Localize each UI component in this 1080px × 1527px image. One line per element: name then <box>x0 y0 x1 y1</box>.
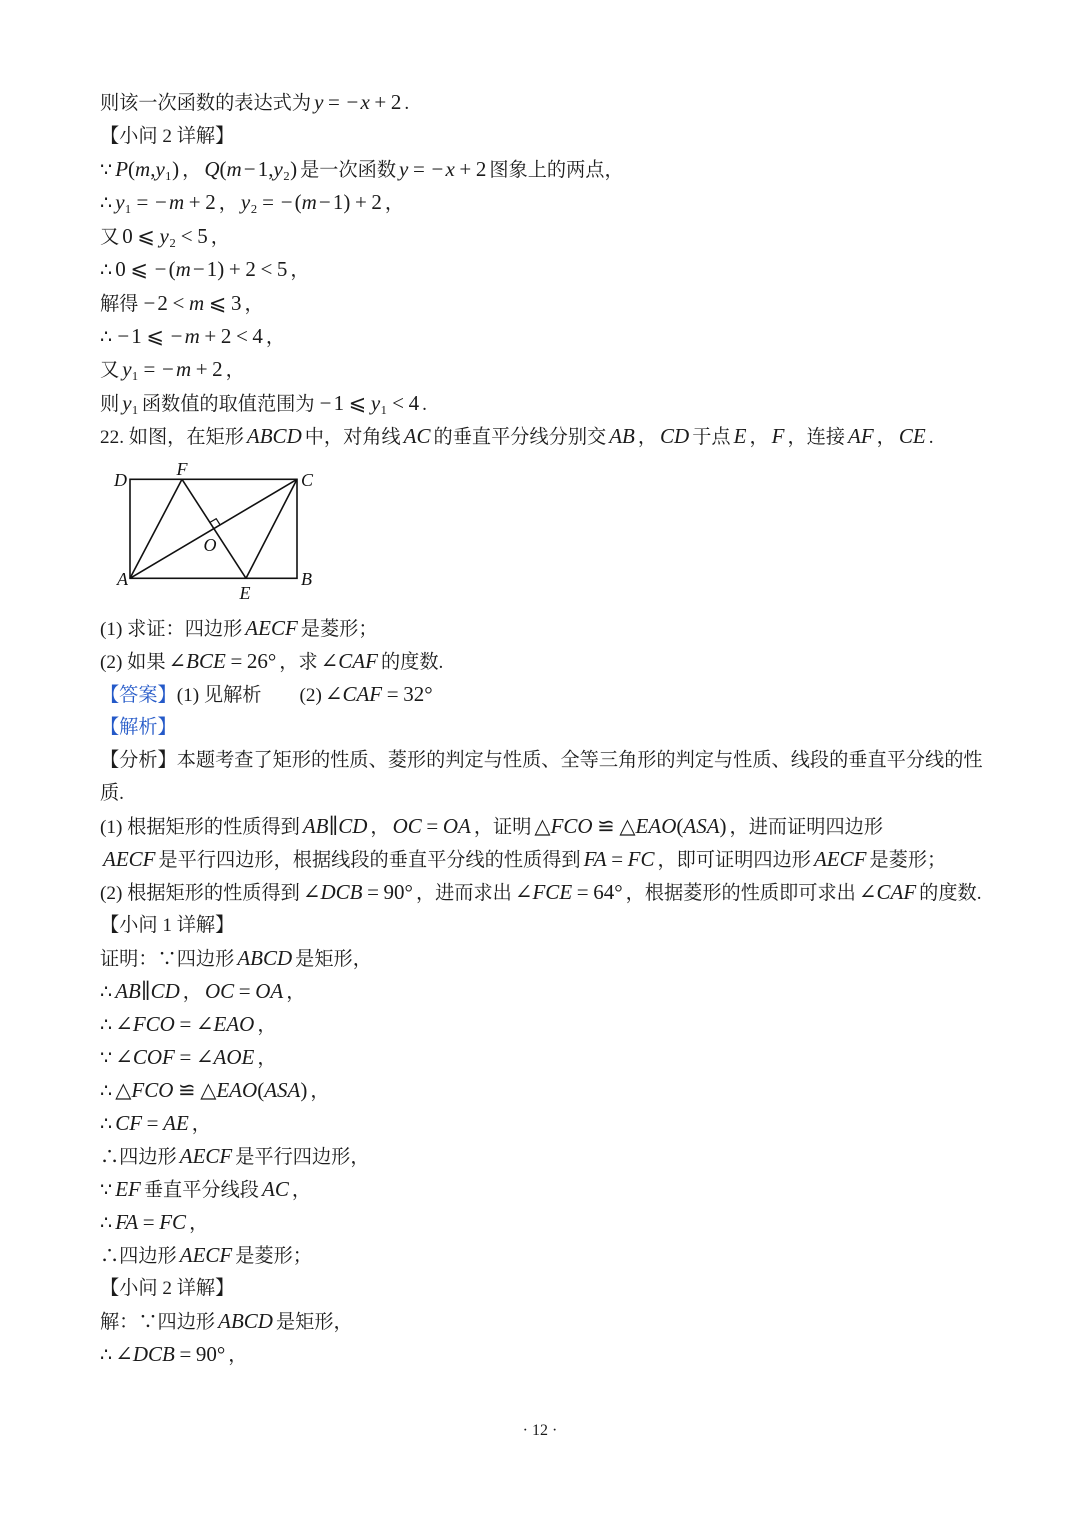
math-variable: y <box>370 390 381 415</box>
math-variable: CD <box>660 424 690 449</box>
math-variable: DCB <box>320 879 363 904</box>
text-line <box>100 1206 983 1239</box>
math-expression: ∠DCB = 90° <box>302 879 413 904</box>
text-run: ∴ <box>100 1344 113 1366</box>
math-expression <box>899 424 926 448</box>
math-expression <box>772 424 785 448</box>
math-expression: y₁ = −m + 2 <box>122 357 223 382</box>
text-run: ， <box>265 327 286 349</box>
math-operator: − <box>318 190 331 215</box>
math-variable: AECF <box>245 615 298 640</box>
text-line <box>100 678 983 711</box>
text-run: ∴ <box>100 1212 113 1234</box>
text-run: ， <box>257 1014 277 1036</box>
text-run: ∴ <box>100 981 113 1003</box>
math-operator: = <box>386 681 399 706</box>
math-variable: CF <box>115 1110 143 1135</box>
math-variable: y <box>122 390 132 415</box>
math-variable: x <box>360 90 370 115</box>
math-expression: −1 ⩽ y₁ < 4 <box>319 390 420 415</box>
math-operator: = <box>230 648 243 673</box>
math-expression <box>115 1210 186 1234</box>
text-line <box>100 942 983 975</box>
text-run: . <box>422 393 427 415</box>
math-variable: AECF <box>813 846 867 871</box>
math-operator: − <box>346 90 359 115</box>
text-run: ，即可证明四边形 <box>657 849 811 871</box>
math-operator: < <box>392 390 404 415</box>
text-run: 是菱形； <box>300 618 378 640</box>
math-expression <box>848 424 874 448</box>
text-line <box>100 1140 983 1173</box>
math-variable: AC <box>403 424 431 449</box>
math-expression <box>584 847 655 871</box>
math-operator: − <box>117 324 130 349</box>
text-run: 是平行四边形，根据线段的垂直平分线的性质得到 <box>158 849 581 871</box>
math-expression: −1 ⩽ −m + 2 < 4 <box>117 324 263 349</box>
text-run: 又 <box>100 360 120 382</box>
math-variable: FA <box>115 1209 139 1234</box>
math-operator: = <box>179 1044 192 1069</box>
math-variable: FCO <box>131 1077 174 1102</box>
text-line <box>100 1338 983 1371</box>
math-operator: < <box>260 257 273 282</box>
math-expression <box>115 1111 189 1135</box>
math-expression: y₁ <box>122 390 139 415</box>
text-run: 中，对角线 <box>304 427 401 449</box>
math-variable: COF <box>132 1044 175 1069</box>
math-expression: △FCO ≌ △EAO(ASA) <box>115 1077 308 1102</box>
geometry-diagram <box>100 454 330 612</box>
math-expression: 0 ⩽ y₂ < 5 <box>122 223 208 248</box>
math-expression <box>237 946 292 970</box>
math-variable: ABCD <box>237 945 293 970</box>
text-run: ，进而证明四边形 <box>729 816 884 838</box>
math-expression: AB∥CD <box>302 813 368 838</box>
text-run: . <box>404 93 410 115</box>
math-variable: y <box>399 157 409 182</box>
math-variable: AF <box>848 424 874 449</box>
math-expression <box>205 979 283 1003</box>
text-run: 证明：∵四边形 <box>100 948 235 970</box>
math-expression: ∠FCE = 64° <box>514 879 623 904</box>
math-variable: FCO <box>132 1011 175 1036</box>
text-run: 图象上的两点， <box>489 160 624 182</box>
text-run: 则 <box>100 393 120 415</box>
math-variable: y <box>122 357 132 382</box>
math-variable: AOE <box>213 1044 255 1069</box>
math-variable: y <box>273 157 283 182</box>
text-run: ， <box>370 816 390 838</box>
text-run: ， <box>182 160 202 182</box>
text-run: 于点 <box>692 427 731 449</box>
text-line <box>100 1305 983 1338</box>
math-operator: = <box>262 190 274 215</box>
text-run: ∴ <box>100 1113 113 1135</box>
math-variable: m <box>175 357 192 382</box>
math-operator: + <box>374 90 387 115</box>
text-run: ， <box>257 1047 277 1069</box>
text-line <box>100 287 934 320</box>
text-run: 是平行四边形， <box>235 1146 370 1168</box>
text-line <box>100 387 934 420</box>
text-run: ，连接 <box>787 427 846 449</box>
math-operator: ⩽ <box>348 390 367 415</box>
math-variable: y <box>159 223 169 248</box>
math-expression: y = −x + 2 <box>399 157 487 182</box>
math-operator: = <box>238 978 251 1003</box>
math-variable: y <box>115 190 125 215</box>
math-operator: = <box>136 190 149 215</box>
math-operator: − <box>319 390 332 415</box>
math-variable: AB <box>609 424 635 449</box>
vertex-label-a: A <box>117 568 128 589</box>
math-operator: + <box>459 157 472 182</box>
math-expression <box>262 1177 289 1201</box>
math-expression <box>180 1144 233 1168</box>
math-operator: − <box>143 290 156 315</box>
math-expression <box>245 616 298 640</box>
math-variable: OA <box>442 813 471 838</box>
math-variable: CD <box>338 813 368 838</box>
math-variable: EAO <box>635 813 677 838</box>
math-variable: ASA <box>264 1077 301 1102</box>
text-run: 解得 <box>100 293 139 315</box>
math-expression: P(m,y₁) <box>115 157 180 182</box>
text-run: 质. <box>100 782 124 804</box>
page-number: · 12 · <box>522 1422 558 1439</box>
text-line <box>100 220 934 253</box>
math-operator: = <box>426 813 439 838</box>
text-run: 是一次函数 <box>300 160 397 182</box>
math-expression: ∠BCE = 26° <box>168 648 277 673</box>
text-run: ， <box>290 260 310 282</box>
text-line <box>100 1008 983 1041</box>
section-label: 【答案】 <box>100 684 177 706</box>
text-line <box>100 153 934 186</box>
math-variable: y <box>314 90 324 115</box>
math-expression <box>660 424 689 448</box>
math-operator: − <box>243 157 256 182</box>
math-variable: CAF <box>338 648 378 673</box>
text-line <box>100 744 983 777</box>
text-run: 的垂直平分线分别交 <box>433 427 607 449</box>
text-run: (2) 根据矩形的性质得到 <box>100 882 300 904</box>
math-expression <box>247 424 302 448</box>
text-run: ， <box>637 427 658 449</box>
math-expression: y₂ = −(m−1) + 2 <box>240 190 382 215</box>
solution-text-upper <box>100 86 934 453</box>
math-variable: AECF <box>179 1143 233 1168</box>
math-variable: OC <box>392 813 422 838</box>
math-operator: ⩽ <box>137 223 155 248</box>
math-expression <box>404 424 431 448</box>
text-run: ， <box>218 193 238 215</box>
math-variable: CE <box>898 424 926 449</box>
math-variable: AB <box>302 813 329 838</box>
text-run: ，根据菱形的性质即可求出 <box>625 882 856 904</box>
vertex-label-e: E <box>239 582 251 603</box>
math-variable: F <box>771 424 785 449</box>
math-variable: FCO <box>550 813 593 838</box>
text-run: 是菱形； <box>235 1245 312 1267</box>
text-line <box>100 420 934 453</box>
math-expression <box>814 847 867 871</box>
text-run: 是菱形； <box>869 849 947 871</box>
math-expression: ∠COF = ∠AOE <box>115 1044 255 1069</box>
math-variable: y <box>240 190 251 215</box>
text-run: ∴四边形 <box>100 1146 177 1168</box>
math-expression: ∠FCO = ∠EAO <box>115 1011 255 1036</box>
math-operator: = <box>328 90 340 115</box>
math-expression <box>734 424 747 448</box>
math-expression: △FCO ≌ △EAO(ASA) <box>534 813 727 838</box>
math-variable: BCE <box>186 648 226 673</box>
math-variable: AECF <box>179 1242 233 1267</box>
math-variable: FC <box>159 1209 187 1234</box>
text-line <box>100 612 983 645</box>
math-variable: m <box>135 157 151 182</box>
math-expression: AB∥CD <box>115 978 180 1003</box>
math-operator: = <box>576 879 589 904</box>
math-expression <box>115 1177 141 1201</box>
math-variable: CAF <box>342 681 383 706</box>
math-operator: + <box>204 324 217 349</box>
math-variable: OC <box>204 978 235 1003</box>
math-expression: Q(m−1,y₂) <box>204 157 298 182</box>
math-operator: = <box>146 1110 159 1135</box>
math-variable: CD <box>150 978 180 1003</box>
math-variable: ASA <box>683 813 720 838</box>
text-run: ∴ <box>100 193 113 215</box>
text-run: 的度数. <box>919 882 982 904</box>
math-operator: ⩽ <box>130 257 148 282</box>
text-run: 则该一次函数的表达式为 <box>100 93 312 115</box>
math-variable: m <box>226 157 242 182</box>
math-variable: m <box>188 290 205 315</box>
math-operator: + <box>354 190 367 215</box>
text-run: ∴ <box>100 260 113 282</box>
math-operator: < <box>172 290 185 315</box>
math-operator: − <box>431 157 444 182</box>
text-line <box>100 645 983 678</box>
text-run: ， <box>286 981 306 1003</box>
math-operator: + <box>188 190 201 215</box>
text-run: ， <box>749 427 769 449</box>
text-run: (1) 见解析 <box>176 684 262 706</box>
math-expression <box>393 814 471 838</box>
math-variable: OA <box>255 978 284 1003</box>
text-run: 是矩形， <box>275 1311 353 1333</box>
math-operator: = <box>142 1209 155 1234</box>
math-operator: < <box>180 223 193 248</box>
math-operator: = <box>367 879 379 904</box>
text-run: (1) 根据矩形的性质得到 <box>100 816 300 838</box>
math-operator: = <box>179 1011 192 1036</box>
math-variable: m <box>184 324 200 349</box>
text-run: ，证明 <box>473 816 532 838</box>
text-run: ， <box>182 981 202 1003</box>
text-run: ∴四边形 <box>100 1245 177 1267</box>
math-variable: AE <box>163 1110 189 1135</box>
solution-text-lower <box>100 612 983 1371</box>
text-line <box>100 1074 983 1107</box>
text-run: ∴ <box>100 1014 113 1036</box>
math-variable: FC <box>627 846 655 871</box>
math-operator: < <box>235 324 248 349</box>
math-operator: + <box>228 257 241 282</box>
text-run: 【小问 2 详解】 <box>100 125 235 147</box>
vertex-label-b: B <box>301 568 312 589</box>
text-run: ， <box>210 226 230 248</box>
math-operator: ≌ <box>597 813 615 838</box>
text-run: ∵ <box>100 1179 113 1201</box>
math-operator: − <box>192 257 205 282</box>
text-run: 22. 如图，在矩形 <box>100 427 244 449</box>
math-variable: DCB <box>132 1341 175 1366</box>
text-run: 是矩形， <box>295 948 372 970</box>
math-operator: − <box>154 257 167 282</box>
text-run: ， <box>191 1113 211 1135</box>
vertex-label-c: C <box>301 469 314 490</box>
text-run: ， <box>244 293 264 315</box>
math-operator: − <box>170 324 183 349</box>
math-variable: EF <box>115 1176 141 1201</box>
math-variable: m <box>168 190 185 215</box>
text-line <box>100 120 934 153</box>
math-expression: 0 ⩽ −(m−1) + 2 < 5 <box>115 257 288 282</box>
math-operator: ⩽ <box>208 290 227 315</box>
text-run: ， <box>310 1080 330 1102</box>
math-expression: y₁ = −m + 2 <box>115 190 216 215</box>
math-variable: P <box>115 157 129 182</box>
text-run: . <box>928 427 934 449</box>
text-line <box>100 810 983 843</box>
math-variable: E <box>733 424 747 449</box>
segment-fe <box>182 479 246 578</box>
text-run: ，进而求出 <box>415 882 512 904</box>
text-line <box>100 1041 983 1074</box>
text-line <box>100 253 934 286</box>
text-run: 又 <box>100 226 120 248</box>
text-line <box>100 1239 983 1272</box>
text-run: (2) <box>299 684 322 706</box>
math-expression <box>103 847 156 871</box>
text-line <box>100 320 934 353</box>
text-run: 垂直平分线段 <box>143 1179 259 1201</box>
text-line <box>100 1272 983 1305</box>
vertex-label-o: O <box>203 534 217 555</box>
math-expression <box>218 1309 273 1333</box>
math-operator: − <box>155 190 167 215</box>
math-variable: EAO <box>216 1077 258 1102</box>
text-run: ， <box>225 360 245 382</box>
text-run: ， <box>876 427 896 449</box>
text-line <box>100 777 983 810</box>
text-run: ∵ <box>100 160 113 182</box>
text-run: ∴ <box>100 1080 113 1102</box>
text-line <box>100 86 934 119</box>
math-variable: EAO <box>213 1011 255 1036</box>
rectangle-figure <box>100 454 330 612</box>
math-operator: = <box>611 846 624 871</box>
math-variable: AC <box>262 1176 289 1201</box>
vertex-label-d: D <box>114 469 127 490</box>
text-line <box>100 1107 983 1140</box>
math-variable: FA <box>583 846 607 871</box>
math-variable: ABCD <box>218 1308 273 1333</box>
math-operator: = <box>179 1341 192 1366</box>
text-run: ， <box>384 193 405 215</box>
math-operator: = <box>143 357 156 382</box>
text-run: 【小问 2 详解】 <box>100 1277 235 1299</box>
math-operator: − <box>162 357 174 382</box>
text-run: ，求 <box>279 651 318 673</box>
text-run: ， <box>291 1179 312 1201</box>
text-line <box>100 711 983 744</box>
math-operator: − <box>280 190 293 215</box>
text-run: (2) 如果 <box>100 651 166 673</box>
math-variable: AECF <box>103 846 156 871</box>
text-run: ∴ <box>100 327 113 349</box>
section-label: 【解析】 <box>100 716 177 738</box>
math-variable: m <box>301 190 317 215</box>
text-line <box>100 353 934 386</box>
text-line <box>100 843 983 876</box>
text-line <box>100 186 934 219</box>
text-run: 的度数. <box>380 651 444 673</box>
text-run: 解：∵四边形 <box>100 1311 216 1333</box>
math-variable: m <box>175 257 191 282</box>
math-variable: AB <box>115 978 141 1003</box>
math-operator: ≌ <box>177 1077 196 1102</box>
text-run: 【小问 1 详解】 <box>100 914 235 936</box>
text-run: ， <box>228 1344 248 1366</box>
text-run: ， <box>189 1212 209 1234</box>
math-operator: ⩽ <box>146 324 164 349</box>
math-variable: x <box>445 157 455 182</box>
math-variable: Q <box>204 157 220 182</box>
math-expression: ∠DCB = 90° <box>115 1341 226 1366</box>
text-run: 【分析】本题考查了矩形的性质、菱形的判定与性质、全等三角形的判定与性质、线段的垂直平分线的性 <box>100 749 983 771</box>
math-operator: + <box>195 357 208 382</box>
text-line <box>100 1173 983 1206</box>
text-run: 函数值的取值范围为 <box>141 393 315 415</box>
math-operator: = <box>412 157 425 182</box>
math-expression: y = −x + 2 <box>314 90 402 115</box>
text-line <box>100 876 983 909</box>
math-expression <box>609 424 635 448</box>
math-variable: CAF <box>876 879 917 904</box>
math-expression <box>180 1243 233 1267</box>
text-line <box>100 909 983 942</box>
math-variable: FCE <box>532 879 573 904</box>
vertex-label-f: F <box>176 458 188 479</box>
math-expression: −2 < m ⩽ 3 <box>143 290 242 315</box>
text-run: (1) 求证：四边形 <box>100 618 243 640</box>
math-expression: ∠CAF <box>858 879 917 904</box>
text-line <box>100 975 983 1008</box>
math-expression: ∠CAF = 32° <box>324 681 433 706</box>
math-variable: y <box>155 157 165 182</box>
text-run: ∵ <box>100 1047 113 1069</box>
math-variable: ABCD <box>246 424 302 449</box>
math-expression: ∠CAF <box>320 648 378 673</box>
